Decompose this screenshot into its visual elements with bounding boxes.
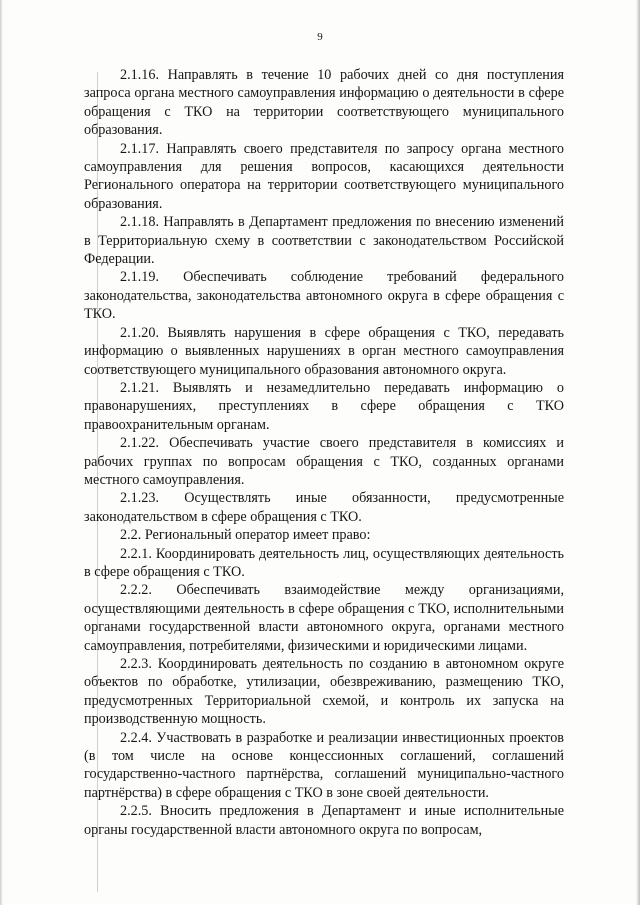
page-number: 9 [317, 31, 323, 43]
scan-edge-right [636, 0, 640, 905]
paragraph-2-1-23: 2.1.23. Осуществлять иные обязанности, предусмотренные законодательством в сфере обращения с ТКО. [84, 490, 564, 525]
paragraph-2-2-5: 2.2.5. Вносить предложения в Департамент и иные исполнительные органы государственной власти автономного округа по вопросам, [84, 803, 564, 838]
paragraph-2-2: 2.2. Региональный оператор имеет право: [120, 527, 371, 544]
paragraph-2-1-21: 2.1.21. Выявлять и незамедлительно передавать информацию о правонарушениях, преступлениях в сфере обращения с ТКО правоохранительным органам. [84, 379, 564, 433]
paragraph-2-2-1: 2.2.1. Координировать деятельность лиц, осуществляющих деятельность в сфере обращения с ТКО. [84, 545, 564, 580]
paragraph-2-1-19: 2.1.19. Обеспечивать соблюдение требований федерального законодательства, законодательства автономного округа в сфере обращения с ТКО. [84, 269, 564, 323]
scan-edge-left [0, 0, 3, 905]
paragraph-2-1-18: 2.1.18. Направлять в Департамент предложения по внесению изменений в Территориальную схему в соответствии с законодательством Российской Федерации. [84, 214, 564, 268]
paragraph-2-2-2: 2.2.2. Обеспечивать взаимодействие между организациями, осуществляющими деятельность в сфере обращения с ТКО, исполнительными органами государственной власти автономного округа, органами местного самоуправления, потребителями, физическими и юридическими лицами. [84, 582, 564, 654]
document-body [84, 66, 564, 839]
paragraph-2-1-20: 2.1.20. Выявлять нарушения в сфере обращения с ТКО, передавать информацию о выявленных нарушениях в орган местного самоуправления соответствующего муниципального образования автономного округа. [84, 324, 564, 378]
paragraph-2-1-16: 2.1.16. Направлять в течение 10 рабочих дней со дня поступления запроса органа местного самоуправления информацию о деятельности в сфере обращения с ТКО на территории соответствующего муниципального образования. [84, 67, 564, 139]
paragraph-2-2-4: 2.2.4. Участвовать в разработке и реализации инвестиционных проектов (в том числе на основе концессионных соглашений, соглашений государственно-частного партнёрства, соглашений муниципально-частного партнёрства) в сфере обращения с ТКО в зоне своей деятельности. [84, 729, 564, 801]
paragraph-2-1-17: 2.1.17. Направлять своего представителя по запросу органа местного самоуправления для решения вопросов, касающихся деятельности Регионального оператора на территории соответствующего муниципального образования. [84, 140, 564, 212]
paragraph-2-2-3: 2.2.3. Координировать деятельность по созданию в автономном округе объектов по обработке, утилизации, обезвреживанию, размещению ТКО, предусмотренных Территориальной схемой, и контроль их запуска на производственную мощность. [84, 656, 564, 728]
paragraph-2-1-22: 2.1.22. Обеспечивать участие своего представителя в комиссиях и рабочих группах по вопросам обращения с ТКО, созданных органами местного самоуправления. [84, 435, 564, 488]
